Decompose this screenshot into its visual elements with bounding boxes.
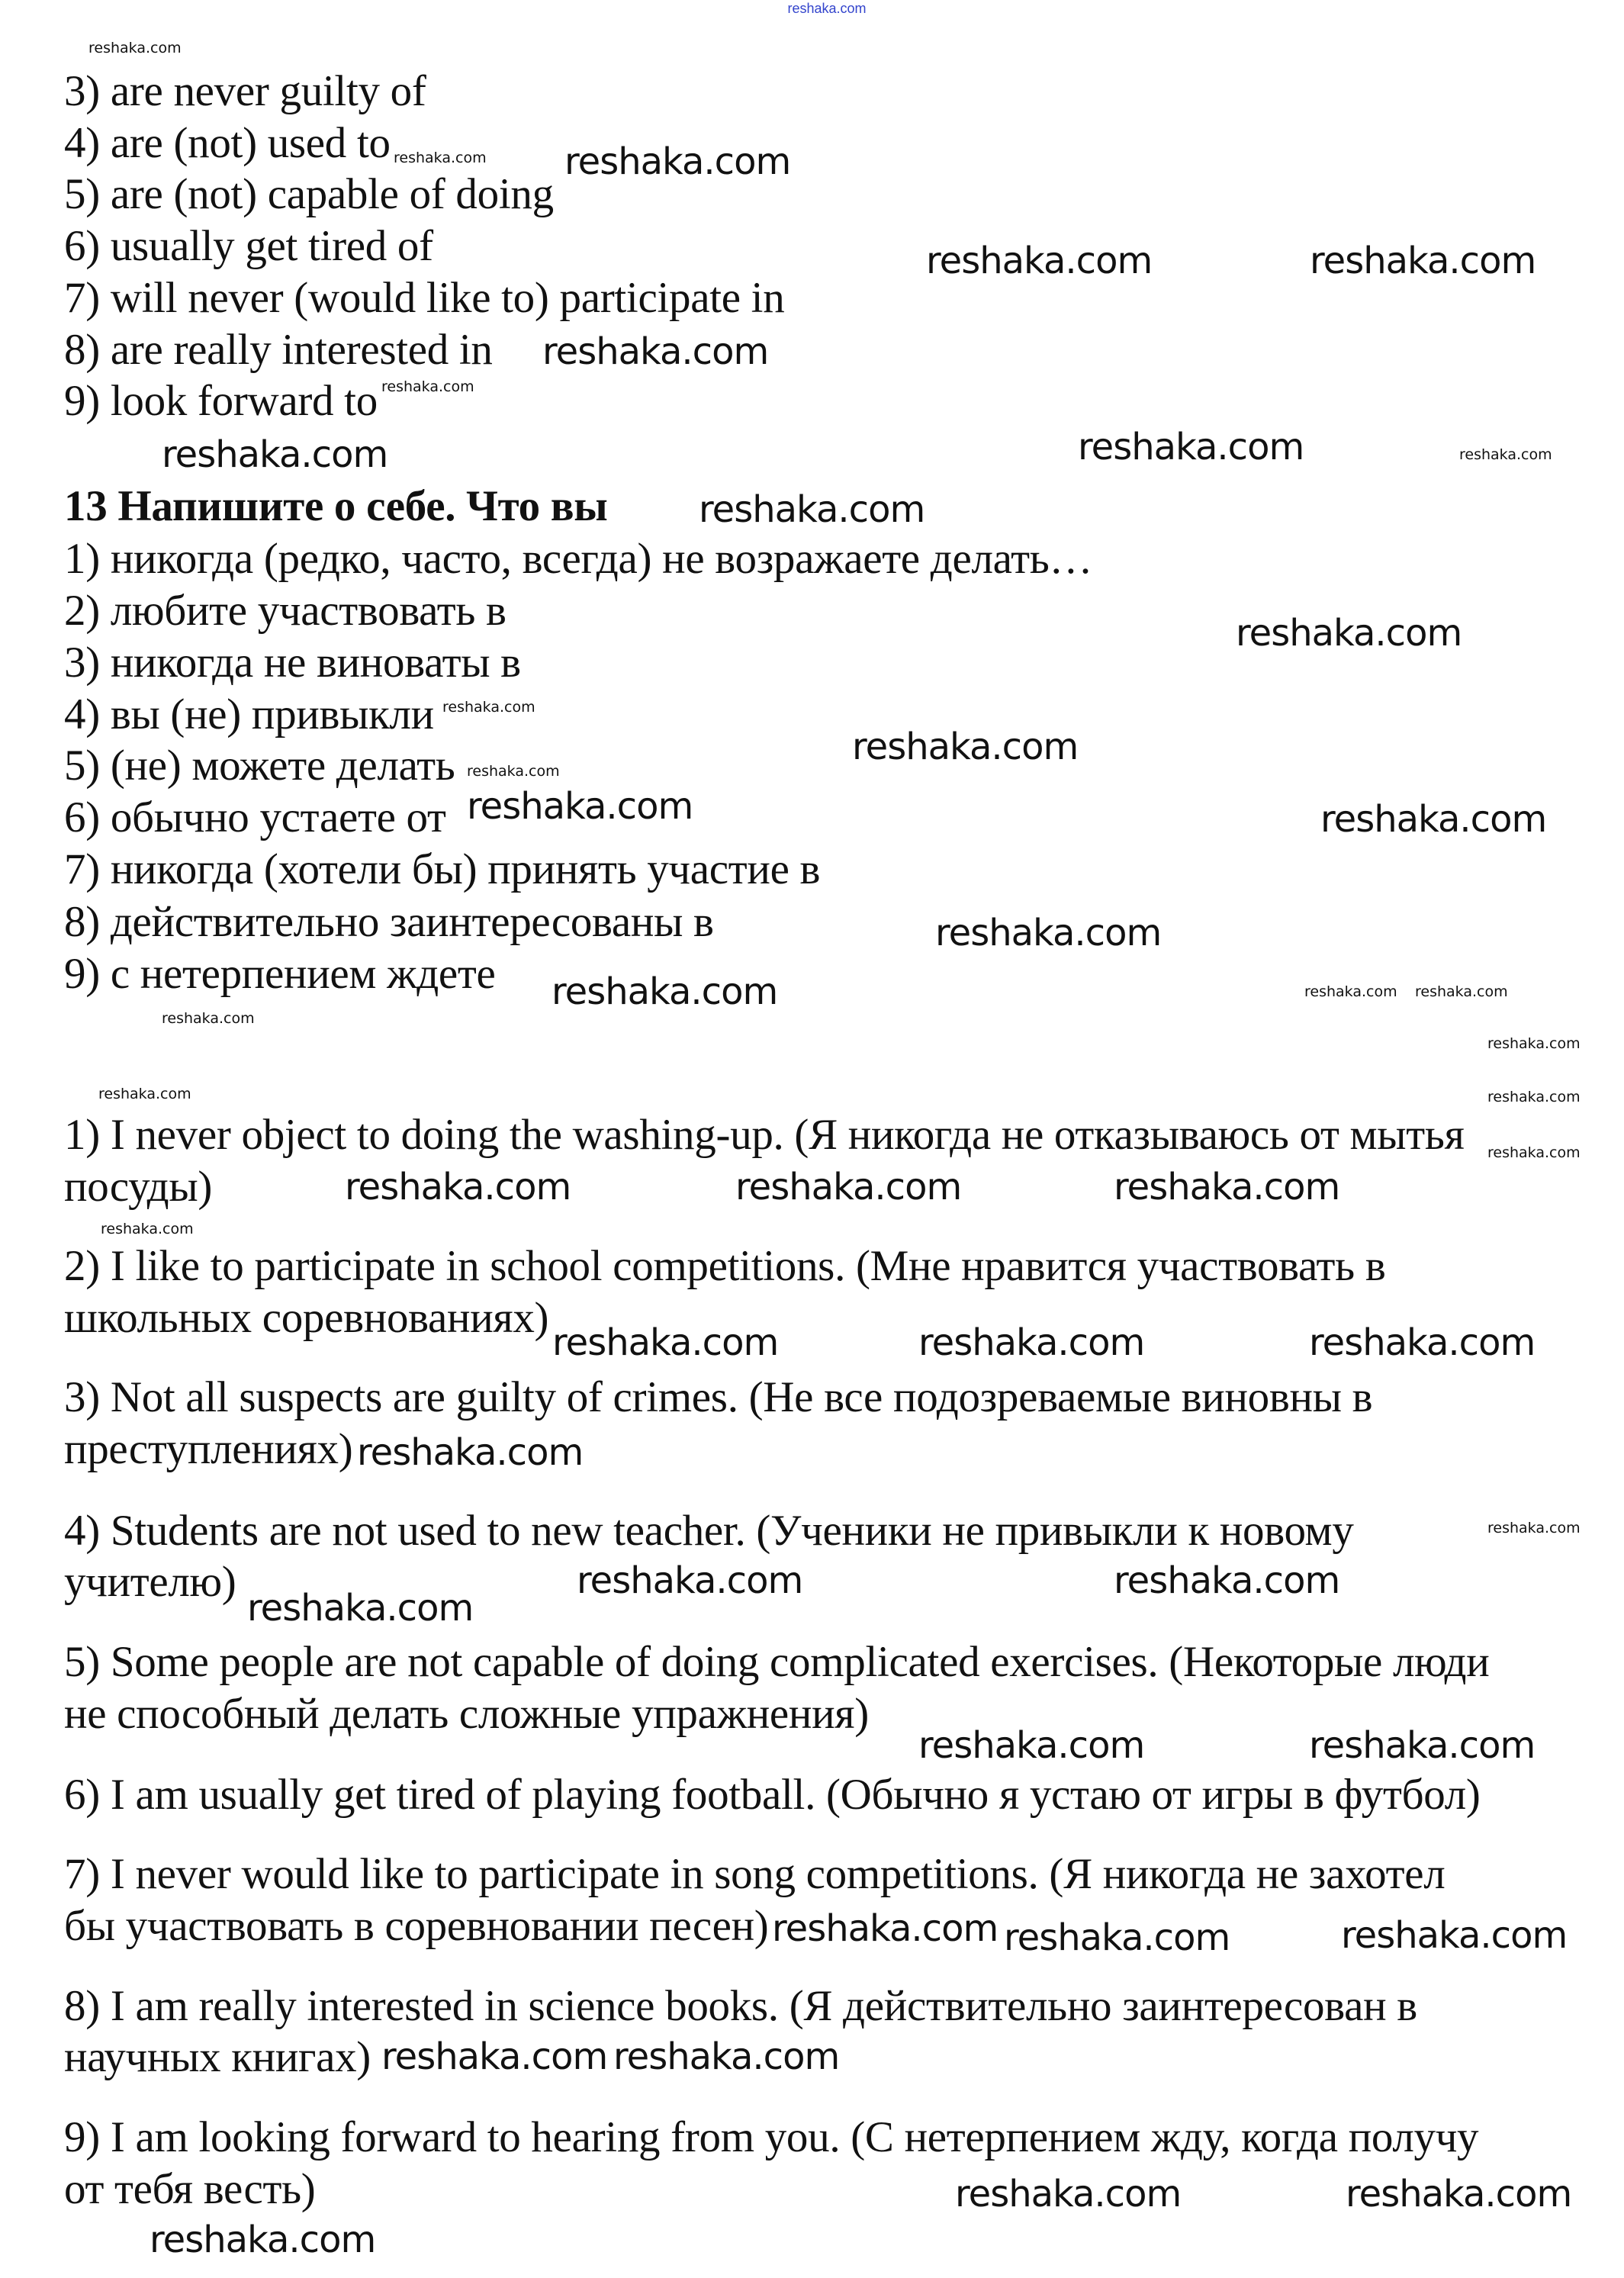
watermark: reshaka.com xyxy=(1236,612,1462,655)
watermark: reshaka.com xyxy=(1415,983,1508,1000)
answer-line: от тебя весть) xyxy=(64,2165,316,2213)
watermark: reshaka.com xyxy=(552,1321,779,1364)
watermark: reshaka.com xyxy=(1309,1321,1536,1364)
watermark: reshaka.com xyxy=(1459,446,1552,463)
watermark: reshaka.com xyxy=(564,140,791,183)
watermark: reshaka.com xyxy=(1487,1035,1581,1052)
task-item: 2) любите участвовать в xyxy=(64,587,506,635)
watermark: reshaka.com xyxy=(1346,2173,1572,2215)
watermark: reshaka.com xyxy=(88,40,182,56)
answer-line: 4) Students are not used to new teacher. (Ученики не привыкли к новому xyxy=(64,1507,1354,1555)
task-item: 4) вы (не) привыкли xyxy=(64,690,434,738)
watermark: reshaka.com xyxy=(926,240,1153,282)
watermark: reshaka.com xyxy=(162,433,388,476)
watermark: reshaka.com xyxy=(1004,1916,1230,1959)
watermark: reshaka.com xyxy=(381,378,474,395)
watermark: reshaka.com xyxy=(1320,798,1547,841)
answer-line: школьных соревнованиях) xyxy=(64,1294,549,1342)
watermark: reshaka.com xyxy=(552,970,778,1013)
watermark: reshaka.com xyxy=(467,763,560,780)
answer-line: бы участвовать в соревновании песен) xyxy=(64,1902,769,1950)
watermark: reshaka.com xyxy=(1078,426,1304,468)
phrase-line: 4) are (not) used to xyxy=(64,119,391,167)
watermark: reshaka.com xyxy=(1310,240,1536,282)
task-item: 6) обычно устаете от xyxy=(64,793,446,841)
answer-line: 2) I like to participate in school competitions. (Мне нравится участвовать в xyxy=(64,1242,1386,1290)
watermark: reshaka.com xyxy=(852,726,1079,768)
watermark: reshaka.com xyxy=(918,1321,1145,1364)
answer-line: 7) I never would like to participate in song competitions. (Я никогда не захотел xyxy=(64,1850,1446,1898)
task-item: 8) действительно заинтересованы в xyxy=(64,898,714,946)
answer-line: учителю) xyxy=(64,1558,236,1606)
watermark: reshaka.com xyxy=(1487,1144,1581,1161)
watermark: reshaka.com xyxy=(735,1166,962,1208)
answer-line: 5) Some people are not capable of doing complicated exercises. (Некоторые люди xyxy=(64,1638,1490,1686)
watermark: reshaka.com xyxy=(542,330,769,373)
watermark: reshaka.com xyxy=(1487,1089,1581,1105)
watermark: reshaka.com xyxy=(345,1166,571,1208)
answer-line: посуды) xyxy=(64,1163,213,1211)
phrase-line: 3) are never guilty of xyxy=(64,67,426,115)
phrase-line: 8) are really interested in xyxy=(64,326,493,374)
watermark: reshaka.com xyxy=(1341,1914,1568,1957)
watermark: reshaka.com xyxy=(955,2173,1182,2215)
watermark: reshaka.com xyxy=(1114,1166,1340,1208)
answer-line: 8) I am really interested in science books. (Я действительно заинтересован в xyxy=(64,1982,1417,2030)
phrase-line: 6) usually get tired of xyxy=(64,222,433,270)
watermark: reshaka.com xyxy=(1114,1559,1340,1602)
task-item: 5) (не) можете делать xyxy=(64,742,455,790)
watermark: reshaka.com xyxy=(935,912,1162,954)
header-watermark-link[interactable]: reshaka.com xyxy=(787,1,867,16)
answer-line: преступлениях) xyxy=(64,1425,353,1473)
task-item: 1) никогда (редко, часто, всегда) не возражаете делать… xyxy=(64,535,1093,583)
watermark: reshaka.com xyxy=(699,488,925,531)
phrase-line: 5) are (not) capable of doing xyxy=(64,170,554,218)
answer-line: 6) I am usually get tired of playing football. (Обычно я устаю от игры в футбол) xyxy=(64,1771,1481,1819)
phrase-line: 7) will never (would like to) participate in xyxy=(64,274,785,322)
task-title: 13 Напишите о себе. Что вы xyxy=(64,482,608,530)
watermark: reshaka.com xyxy=(101,1221,194,1237)
watermark: reshaka.com xyxy=(162,1010,255,1027)
watermark: reshaka.com xyxy=(357,1431,584,1474)
watermark: reshaka.com xyxy=(1309,1724,1536,1767)
watermark: reshaka.com xyxy=(98,1086,191,1102)
task-item: 7) никогда (хотели бы) принять участие в xyxy=(64,845,821,893)
answer-line: 9) I am looking forward to hearing from you. (С нетерпением жду, когда получу xyxy=(64,2113,1479,2161)
watermark: reshaka.com xyxy=(394,150,487,166)
watermark: reshaka.com xyxy=(1304,983,1397,1000)
watermark: reshaka.com xyxy=(577,1559,803,1602)
watermark: reshaka.com xyxy=(1487,1520,1581,1536)
watermark: reshaka.com xyxy=(613,2035,840,2078)
watermark: reshaka.com xyxy=(918,1724,1145,1767)
watermark: reshaka.com xyxy=(247,1587,474,1630)
task-item: 9) с нетерпением ждете xyxy=(64,950,496,998)
watermark: reshaka.com xyxy=(772,1907,999,1950)
watermark: reshaka.com xyxy=(442,699,535,716)
answer-line: 3) Not all suspects are guilty of crimes. (Не все подозреваемые виновны в xyxy=(64,1373,1373,1421)
task-item: 3) никогда не виноваты в xyxy=(64,639,521,687)
answer-line: 1) I never object to doing the washing-up. (Я никогда не отказываюсь от мытья xyxy=(64,1111,1465,1159)
answer-line: научных книгах) xyxy=(64,2033,371,2081)
answer-line: не способный делать сложные упражнения) xyxy=(64,1690,869,1738)
watermark: reshaka.com xyxy=(381,2035,608,2078)
watermark: reshaka.com xyxy=(150,2218,376,2261)
phrase-line: 9) look forward to xyxy=(64,377,378,425)
watermark: reshaka.com xyxy=(467,785,693,828)
